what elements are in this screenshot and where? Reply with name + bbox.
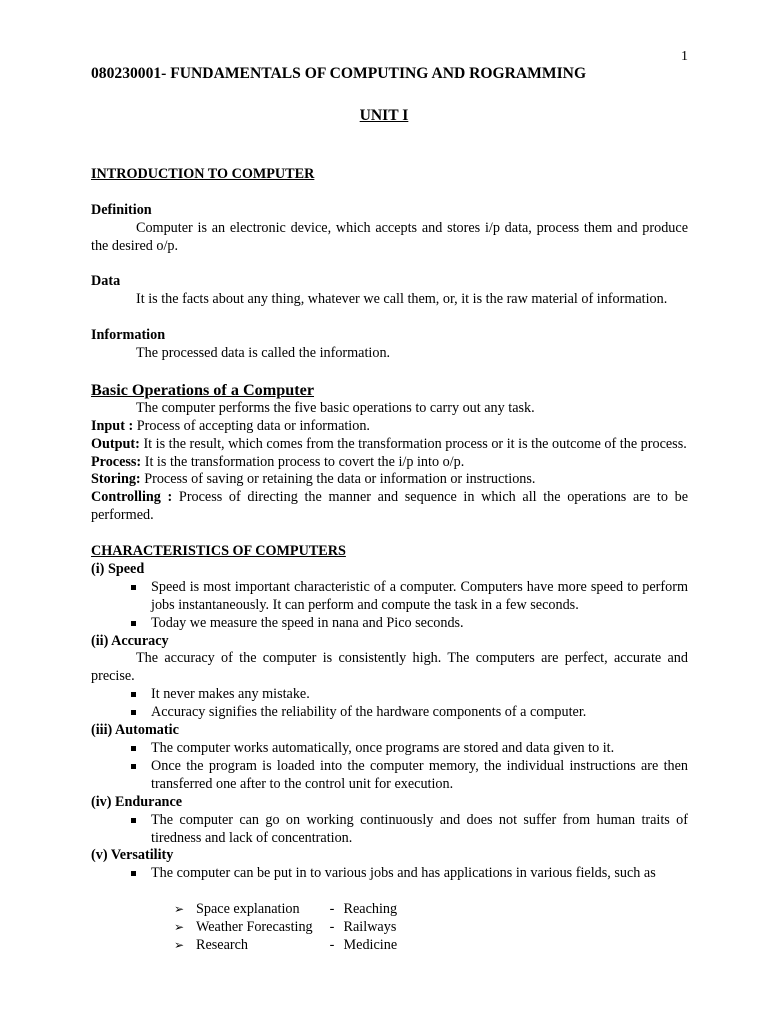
basic-ops-intro: The computer performs the five basic operations to carry out any task.	[136, 399, 535, 416]
list-item: It never makes any mistake.	[91, 686, 688, 704]
accuracy-text: The accuracy of the computer is consistently high. The computers are perfect, accurate and precise.	[91, 650, 688, 685]
op-label: Controlling :	[91, 489, 173, 506]
unit-heading	[0, 107, 768, 125]
op-text: It is the transformation process to covert the i/p into o/p.	[141, 453, 465, 470]
endurance-heading: (iv) Endurance	[91, 793, 183, 810]
automatic-list	[91, 740, 688, 794]
definition-text: Computer is an electronic device, which accepts and stores i/p data, process them and produce the desired o/p.	[91, 219, 688, 254]
definition-heading: Definition	[91, 201, 152, 218]
op-text: Process of accepting data or information.	[133, 417, 370, 434]
intro-heading: INTRODUCTION TO COMPUTER	[91, 166, 315, 182]
accuracy-list	[91, 686, 688, 722]
op-text: It is the result, which comes from the transformation process or it is the outcome of the process.	[139, 435, 687, 452]
field-left: Space explanation	[196, 901, 300, 918]
information-text: The processed data is called the information.	[136, 345, 391, 362]
versatility-heading: (v) Versatility	[91, 847, 174, 864]
op-label: Input :	[91, 417, 134, 434]
op-process	[91, 454, 688, 472]
field-row	[91, 919, 688, 937]
course-title: 080230001- FUNDAMENTALS OF COMPUTING AND ROGRAMMING	[91, 65, 587, 82]
field-row	[91, 901, 688, 919]
field-left: Weather Forecasting	[196, 919, 313, 936]
automatic-heading: (iii) Automatic	[91, 722, 179, 739]
data-heading: Data	[91, 273, 121, 290]
field-right: Medicine	[343, 936, 398, 953]
data-text: It is the facts about any thing, whatever we call them, or, it is the raw material of information.	[136, 291, 668, 308]
op-label: Process:	[91, 453, 142, 470]
field-sep: -	[329, 919, 335, 936]
list-item: Speed is most important characteristic of a computer. Computers have more speed to perform jobs instantaneously. It can perform and compute the task in a few seconds.	[91, 579, 688, 615]
op-controlling	[91, 489, 688, 525]
op-text: Process of saving or retaining the data or information or instructions.	[140, 471, 536, 488]
versatility-list	[91, 865, 688, 883]
characteristics-heading: CHARACTERISTICS OF COMPUTERS	[91, 543, 346, 560]
op-label: Output:	[91, 435, 140, 452]
op-text: Process of directing the manner and sequence in which all the operations are to be performed.	[91, 489, 688, 524]
unit-label: UNIT I	[359, 107, 409, 124]
list-item: Today we measure the speed in nana and Pico seconds.	[91, 615, 688, 633]
list-item: The computer can be put in to various jobs and has applications in various fields, such as	[91, 865, 688, 883]
document-body	[91, 166, 688, 955]
list-item: Accuracy signifies the reliability of the hardware components of a computer.	[91, 704, 688, 722]
fields-list	[91, 901, 688, 955]
field-sep: -	[329, 936, 335, 953]
field-right: Reaching	[343, 901, 398, 918]
op-label: Storing:	[91, 471, 141, 488]
field-left: Research	[196, 936, 248, 953]
endurance-list	[91, 812, 688, 848]
op-input	[91, 418, 688, 436]
list-item: The computer can go on working continuously and does not suffer from human traits of tiredness and lack of concentration.	[91, 812, 688, 848]
accuracy-heading: (ii) Accuracy	[91, 632, 169, 649]
speed-list	[91, 579, 688, 633]
page-number: 1	[681, 49, 688, 64]
information-heading: Information	[91, 327, 166, 344]
field-sep: -	[329, 901, 335, 918]
op-output	[91, 436, 688, 454]
speed-heading: (i) Speed	[91, 560, 145, 577]
basic-ops-heading: Basic Operations of a Computer	[91, 380, 315, 399]
op-storing	[91, 471, 688, 489]
list-item: Once the program is loaded into the computer memory, the individual instructions are then transferred one after to the control unit for execution.	[91, 758, 688, 794]
field-right: Railways	[343, 919, 397, 936]
list-item: The computer works automatically, once programs are stored and data given to it.	[91, 740, 688, 758]
field-row	[91, 937, 688, 955]
